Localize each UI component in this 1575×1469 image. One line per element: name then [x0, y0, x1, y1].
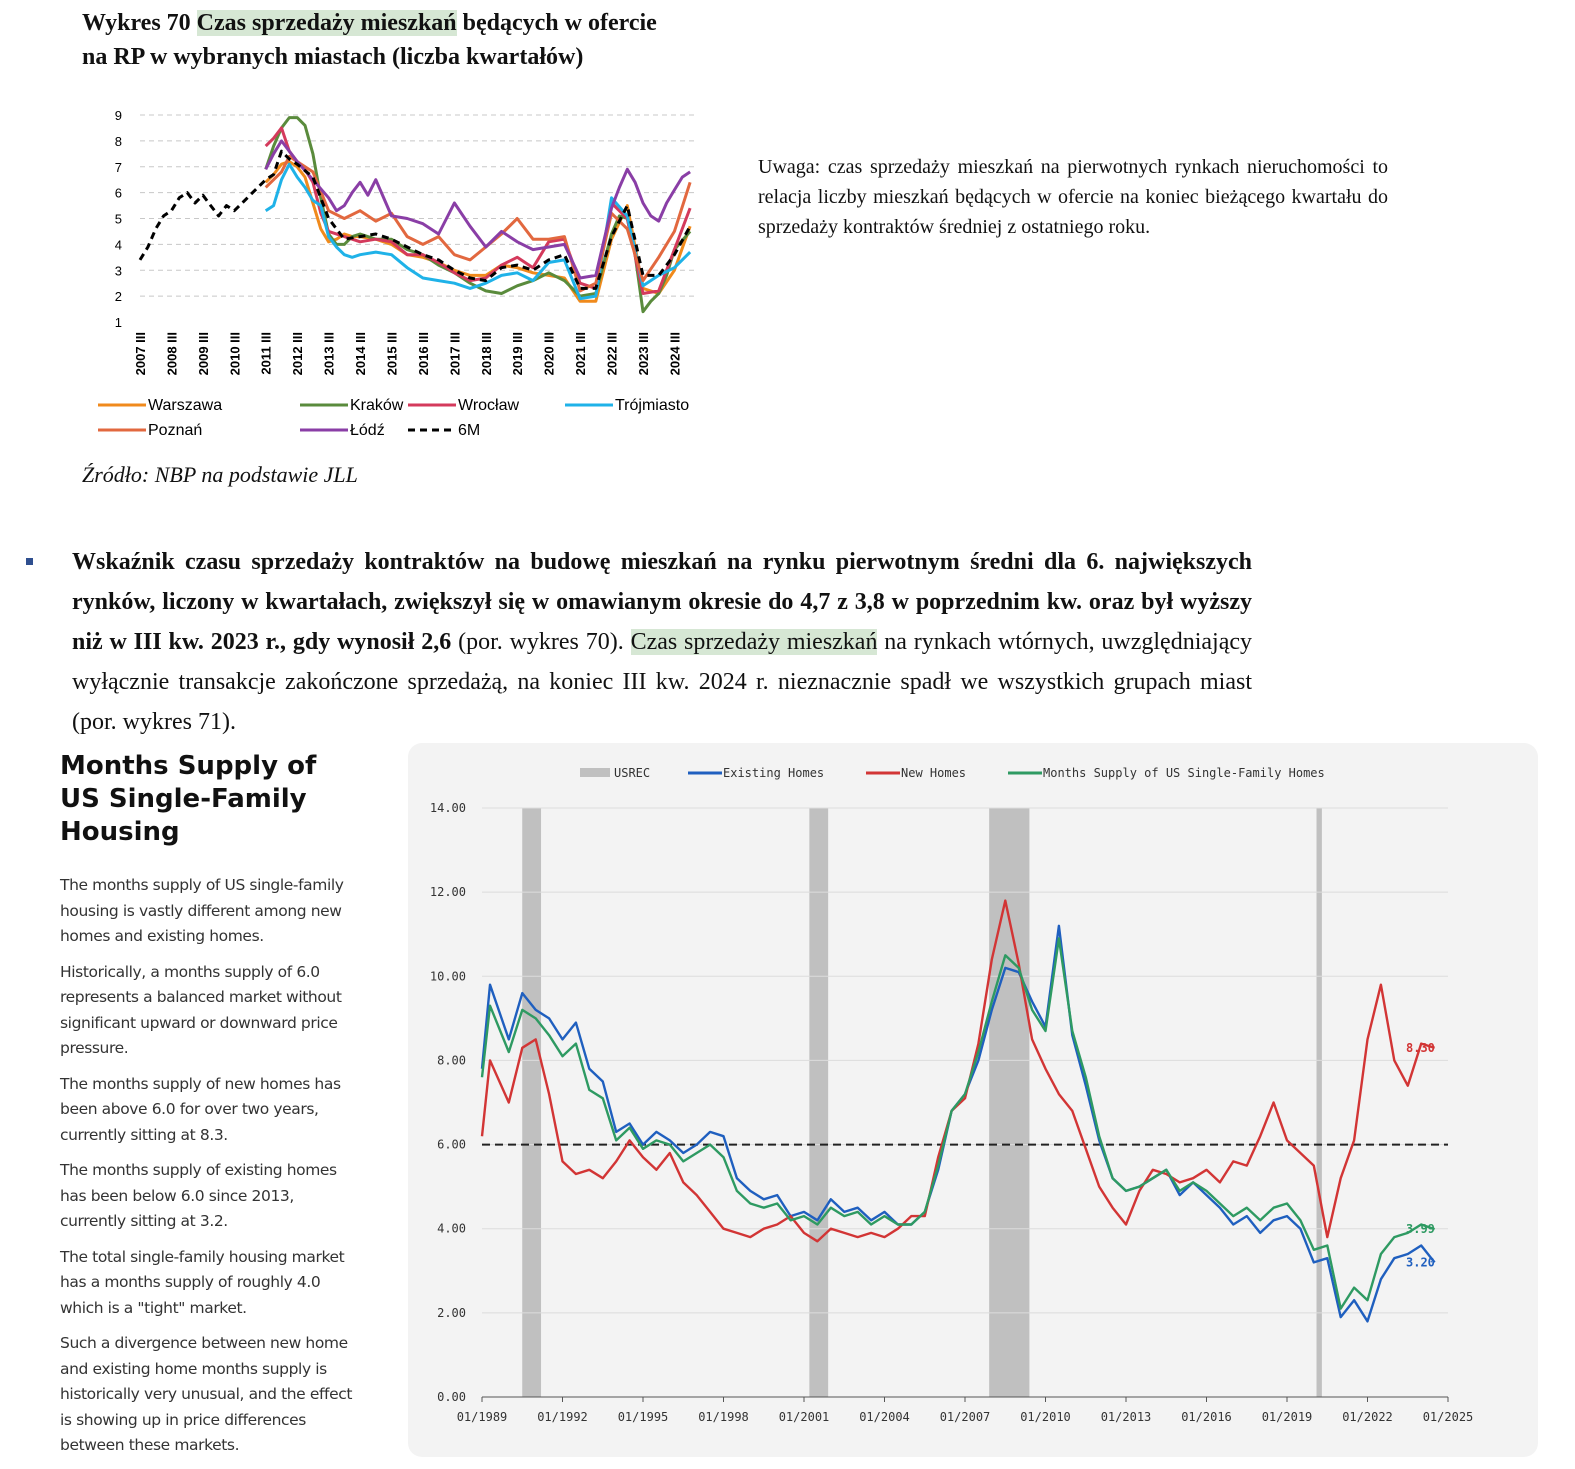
- x-tick-label: 2013 III: [321, 332, 337, 376]
- body-paragraph: [72, 542, 1252, 742]
- paragraph-rest: na rynkach wtórnych, uwzględniający wyłącznie transakcje zakończone sprzedażą, na koniec III kw. 2024 r. nieznacznie spadł we wszystkich grupach miast (por. wykres 71).: [72, 629, 1253, 735]
- figure-70-title-highlight: Czas sprzedaży mieszkań: [196, 10, 457, 36]
- y-tick-label: 12.00: [429, 885, 466, 900]
- series-end-label: 3.20: [1406, 1255, 1435, 1270]
- x-tick-label: 2021 III: [573, 332, 589, 376]
- x-tick-label: 01/2004: [859, 1410, 910, 1424]
- x-tick-label: 01/1995: [617, 1410, 669, 1424]
- legend-swatch: [580, 768, 610, 777]
- figure-70-title-prefix: Wykres 70: [82, 10, 197, 36]
- x-tick-label: 2018 III: [478, 332, 494, 376]
- y-tick-label: 3: [114, 263, 122, 279]
- x-tick-label: 01/2001: [778, 1410, 830, 1424]
- y-tick-label: 14.00: [429, 801, 466, 815]
- x-tick-label: 2017 III: [447, 332, 463, 376]
- paragraph-reference: (por. wykres 70).: [451, 629, 631, 655]
- us-panel-paragraph: The months supply of new homes has been above 6.0 for over two years, currently sitting at 8.3.: [60, 1074, 341, 1144]
- x-tick-label: 2012 III: [290, 332, 306, 376]
- us-panel-text: [60, 873, 360, 1469]
- x-tick-label: 2009 III: [195, 332, 211, 376]
- x-tick-label: 01/2013: [1100, 1410, 1152, 1424]
- us-panel-paragraph: The months supply of existing homes has been below 6.0 since 2013, currently sitting at 3.2.: [60, 1161, 337, 1230]
- x-tick-label: 01/2025: [1422, 1410, 1474, 1424]
- x-tick-label: 01/1989: [456, 1410, 508, 1424]
- series-line: [482, 926, 1435, 1322]
- figure-70-title-rest: będących w ofercie na RP w wybranych miastach (liczba kwartałów): [82, 10, 657, 70]
- x-tick-label: 2008 III: [164, 332, 180, 376]
- x-tick-label: 01/2007: [939, 1410, 991, 1424]
- legend-label: 6M: [458, 422, 481, 439]
- legend-label: Poznań: [148, 422, 203, 439]
- y-tick-label: 2.00: [437, 1305, 466, 1320]
- x-tick-label: 2011 III: [258, 332, 274, 375]
- legend-label: Kraków: [350, 397, 404, 414]
- x-tick-label: 01/2019: [1261, 1410, 1313, 1424]
- y-tick-label: 7: [114, 159, 122, 175]
- series-end-label: 3.99: [1406, 1222, 1435, 1237]
- y-tick-label: 8: [114, 133, 122, 149]
- recession-band: [809, 808, 828, 1397]
- x-tick-label: 2024 III: [667, 332, 683, 376]
- us-panel-paragraph: The months supply of US single-family housing is vastly different among new homes and existing homes.: [60, 876, 344, 945]
- recession-band: [1317, 808, 1322, 1397]
- paragraph-highlight: Czas sprzedaży mieszkań: [630, 629, 878, 655]
- series-line: [482, 938, 1435, 1308]
- legend-label: Months Supply of US Single-Family Homes: [1043, 766, 1325, 780]
- figure-70-source: Źródło: NBP na podstawie JLL: [82, 462, 358, 487]
- y-tick-label: 1: [114, 315, 122, 330]
- y-tick-label: 9: [114, 108, 122, 123]
- y-tick-label: 6.00: [437, 1137, 466, 1152]
- paragraph-bold-text: Wskaźnik czasu sprzedaży kontraktów na budowę mieszkań na rynku pierwotnym średni dla 6. największych rynków, liczony w kwartałach, zwiększył się w omawianym okresie do 4,7 z 3,8 w poprzednim kw. oraz był wyższy niż w III kw. 2023 r., gdy wynosił 2,6: [72, 549, 1252, 655]
- chart-note: Uwaga: czas sprzedaży mieszkań na pierwotnych rynkach nieruchomości to relacja liczby mieszkań będących w ofercie na koniec bieżącego kwartału do sprzedaży kontraktów średniej z ostatniego roku.: [758, 156, 1388, 238]
- x-tick-label: 01/2016: [1181, 1410, 1232, 1424]
- x-tick-label: 2023 III: [635, 332, 651, 376]
- legend-label: USREC: [614, 766, 651, 780]
- figure-70-title: [82, 6, 682, 74]
- recession-band: [989, 808, 1029, 1397]
- x-tick-label: 2014 III: [353, 332, 369, 376]
- y-tick-label: 4: [114, 237, 122, 253]
- legend-label: Wrocław: [458, 397, 520, 414]
- y-tick-label: 0.00: [437, 1390, 466, 1404]
- x-tick-label: 2022 III: [604, 332, 620, 376]
- y-tick-label: 4.00: [437, 1221, 466, 1236]
- legend-label: Trójmiasto: [615, 397, 690, 414]
- x-tick-label: 01/2022: [1342, 1410, 1393, 1424]
- x-tick-label: 01/2010: [1020, 1410, 1071, 1424]
- x-tick-label: 2020 III: [541, 332, 557, 376]
- x-tick-label: 2007 III: [133, 332, 148, 376]
- x-tick-label: 2019 III: [510, 332, 526, 376]
- us-panel-paragraph: Such a divergence between new home and existing home months supply is historically very unusual, and the effect is showing up in price differences between these markets.: [60, 1334, 353, 1454]
- series-line: [482, 901, 1435, 1242]
- bullet-marker: [26, 558, 33, 565]
- x-tick-label: 01/1998: [698, 1410, 749, 1424]
- figure-70-chart: [90, 105, 730, 455]
- legend-label: New Homes: [901, 766, 967, 780]
- x-tick-label: 2010 III: [227, 332, 243, 376]
- us-months-supply-chart: [408, 743, 1538, 1457]
- y-tick-label: 2: [114, 289, 122, 305]
- y-tick-label: 5: [114, 211, 122, 227]
- y-tick-label: 8.00: [437, 1053, 466, 1068]
- x-tick-label: 2016 III: [415, 332, 431, 376]
- legend-label: Warszawa: [148, 397, 223, 414]
- us-panel-title: Months Supply of US Single-Family Housing: [60, 751, 317, 847]
- recession-band: [522, 808, 541, 1397]
- y-tick-label: 10.00: [429, 969, 466, 984]
- legend-label: Existing Homes: [723, 766, 825, 780]
- series-end-label: 8.30: [1406, 1040, 1435, 1055]
- y-tick-label: 6: [114, 185, 122, 201]
- us-panel-paragraph: Historically, a months supply of 6.0 represents a balanced market without significant upward or downward price pressure.: [60, 962, 342, 1057]
- us-panel-paragraph: The total single-family housing market has a months supply of roughly 4.0 which is a "tight" market.: [60, 1247, 345, 1317]
- legend-label: Łódź: [350, 422, 385, 439]
- x-tick-label: 2015 III: [384, 332, 400, 376]
- x-tick-label: 01/1992: [537, 1410, 588, 1424]
